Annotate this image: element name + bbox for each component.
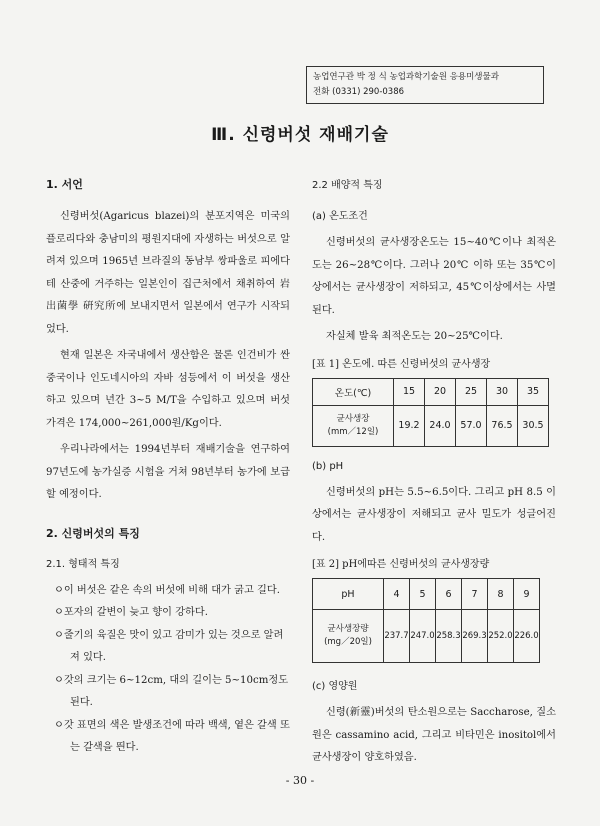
table2-cell: 269.3 [462, 610, 488, 663]
right-column [312, 176, 556, 774]
table2-col: 5 [410, 579, 436, 610]
table1-col: 30 [487, 378, 518, 405]
table1-label-line1: 균사생장 [336, 413, 370, 424]
table2-cell: 247.0 [410, 610, 436, 663]
table2-label-line2: (mg／20일) [324, 637, 372, 647]
phone-line: 전화 (0331) 290-0386 [313, 87, 405, 97]
subsection-2-1-heading: 2.1. 형태적 특징 [46, 558, 120, 570]
ph-heading: (b) pH [312, 460, 344, 472]
author-line: 농업연구관 박 정 식 농업과학기술원 응용미생물과 [313, 72, 499, 82]
table1-value-label [313, 405, 394, 446]
table1-cell: 19.2 [394, 405, 425, 446]
morphology-list [46, 580, 290, 760]
list-item: ㅇ갓 표면의 색은 발생조건에 따라 백색, 옅은 갈색 또는 갈색을 띈다. [54, 719, 290, 753]
temperature-heading: (a) 온도조건 [312, 211, 368, 222]
section1-paragraph-3: 우리나라에서는 1994년부터 재배기술을 연구하여 97년도에 농가실증 시험을 거쳐 98년부터 농가에 보급할 예정이다. [46, 444, 290, 500]
table2-label-line1: 균사생장량 [327, 624, 369, 634]
table2-row-header: pH [313, 579, 384, 610]
table1-cell: 76.5 [487, 405, 518, 446]
table2-value-label [313, 610, 384, 663]
table2-cell: 226.0 [514, 610, 540, 663]
table2-col: 7 [462, 579, 488, 610]
table2-col: 6 [436, 579, 462, 610]
table1-col: 35 [518, 378, 549, 405]
list-item: ㅇ이 버섯은 같은 속의 버섯에 비해 대가 굵고 길다. [54, 584, 280, 596]
temperature-table [312, 378, 549, 447]
table2-cell: 252.0 [488, 610, 514, 663]
table1-col: 25 [456, 378, 487, 405]
nutrient-heading: (c) 영양원 [312, 681, 358, 692]
left-column [46, 176, 290, 760]
table1-col: 15 [394, 378, 425, 405]
table2-cell: 237.7 [384, 610, 410, 663]
author-info-box [306, 66, 544, 104]
section1-paragraph-2: 현재 일본은 자국내에서 생산함은 물론 인건비가 싼 중국이나 인도네시아의 자바 섬등에서 이 버섯을 생산하고 있으며 년간 3~5 M/T을 수입하고 있으며 버섯 가격은 174,000~261,000원/Kg이다. [46, 350, 290, 429]
table2-caption: [표 2] pH에따른 신령버섯의 균사생장량 [312, 559, 490, 570]
list-item: ㅇ포자의 갈변이 늦고 향이 강하다. [54, 607, 208, 618]
page-title: Ⅲ. 신령버섯 재배기술 [211, 125, 389, 145]
page-number: - 30 - [285, 774, 315, 787]
section1-heading: 1. 서언 [46, 178, 83, 191]
table2-col: 8 [488, 579, 514, 610]
subsection-2-2-heading: 2.2 배양적 특징 [312, 180, 383, 191]
temperature-paragraph-1: 신령버섯의 균사생장온도는 15~40℃이나 최적온도는 26~28℃이다. 그러나 20℃ 이하 또는 35℃이상에서는 균사생장이 저하되고, 45℃이상에서는 사멸된다. [312, 237, 556, 316]
section1-paragraph-1: 신령버섯(Agaricus blazei)의 분포지역은 미국의 플로리다와 충남미의 평원지대에 자생하는 버섯으로 알려져 있으며 1965년 브라질의 동남부 쌍파울로 피에다테 산중에 거주하는 일본인이 집근처에서 채취하여 岩出菌學 硏究所에 보내지면서 일본에서 연구가 시작되었다. [46, 211, 290, 335]
table2-col: 9 [514, 579, 540, 610]
table1-label-line2: (mm／12일) [327, 426, 379, 437]
list-item: ㅇ갓의 크기는 6~12cm, 대의 길이는 5~10cm정도 된다. [54, 674, 289, 708]
table1-cell: 24.0 [425, 405, 456, 446]
table1-cell: 30.5 [518, 405, 549, 446]
ph-paragraph: 신령버섯의 pH는 5.5~6.5이다. 그리고 pH 8.5 이상에서는 균사생장이 저해되고 균사 밀도가 성글어진다. [312, 486, 556, 543]
ph-table [312, 578, 540, 663]
section2-heading: 2. 신령버섯의 특징 [46, 526, 140, 540]
table1-cell: 57.0 [456, 405, 487, 446]
table2-cell: 258.3 [436, 610, 462, 663]
table1-col: 20 [425, 378, 456, 405]
table2-col: 4 [384, 579, 410, 610]
temperature-paragraph-2: 자실체 발육 최적온도는 20~25℃이다. [326, 331, 503, 342]
list-item: ㅇ줄기의 육질은 맛이 있고 감미가 있는 것으로 알려져 있다. [54, 629, 284, 663]
table1-row-header: 온도(℃) [313, 378, 394, 405]
nutrient-paragraph: 신령(新靈)버섯의 탄소원으로는 Saccharose, 질소원은 cassamino acid, 그리고 비타민은 inositol에서 균사생장이 양호하였음. [312, 707, 556, 763]
table1-caption: [표 1] 온도에. 따른 신령버섯의 균사생장 [312, 358, 491, 370]
